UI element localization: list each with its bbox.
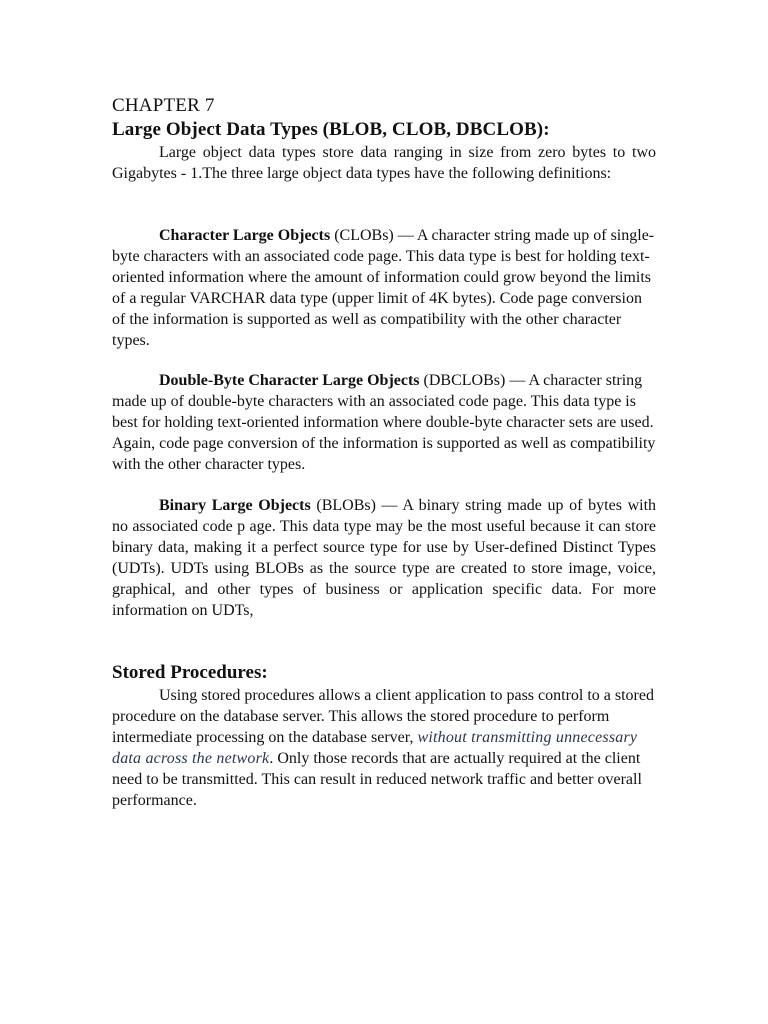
blob-abbr: (BLOBs) — (310, 497, 403, 514)
sp-body-emphasis: without transmitting unnecessary data across the network (112, 729, 638, 767)
stored-procedures-heading: Stored Procedures: (112, 662, 268, 683)
dbclob-definition (112, 370, 656, 475)
dbclob-abbr: (DBCLOBs) — (419, 372, 529, 389)
clob-body: A character string made up of single-byte characters with an associated code page. This data type is best for holding text-oriented information where the amount of information could grow beyond the limits of a regular VARCHAR data type (upper limit of 4K bytes). Code page conversion of the information is supported as well as compatibility with the other character types. (112, 227, 655, 349)
blob-definition (112, 495, 656, 621)
intro-paragraph: Large object data types store data ranging in size from zero bytes to two Gigabytes - 1.The three large object data types have the following definitions: (112, 144, 656, 182)
blob-term: Binary Large Objects (159, 497, 311, 514)
sp-body-start: Using stored procedures allows a client application to pass control to a stored procedure on the database server. This allows the stored procedure to perform intermediate processing on the database server, (112, 687, 654, 746)
chapter-label: CHAPTER 7 (112, 95, 215, 116)
stored-procedures-paragraph (112, 685, 656, 811)
clob-definition (112, 225, 656, 351)
blob-body: A binary string made up of bytes with no associated code p age. This data type may be the most useful because it can store binary data, making it a perfect source type for use by User-defined Distinct Types (UDTs). UDTs using BLOBs as the source type are created to store image, voice, graphical, and other types of business or application specific data. For more information on UDTs, (112, 497, 657, 619)
sp-body-end: . Only those records that are actually required at the client need to be transmitted. This can result in reduced network traffic and better overall performance. (112, 750, 642, 809)
dbclob-body: A character string made up of double-byte characters with an associated code page. This data type is best for holding text-oriented information where double-byte character sets are used. Again, code page conversion of the information is supported as well as compatibility with the other character types. (112, 372, 656, 473)
clob-abbr: (CLOBs) — (330, 227, 417, 244)
chapter-title: Large Object Data Types (BLOB, CLOB, DBCLOB): (112, 119, 550, 140)
clob-term: Character Large Objects (159, 227, 331, 244)
dbclob-term: Double-Byte Character Large Objects (159, 372, 420, 389)
